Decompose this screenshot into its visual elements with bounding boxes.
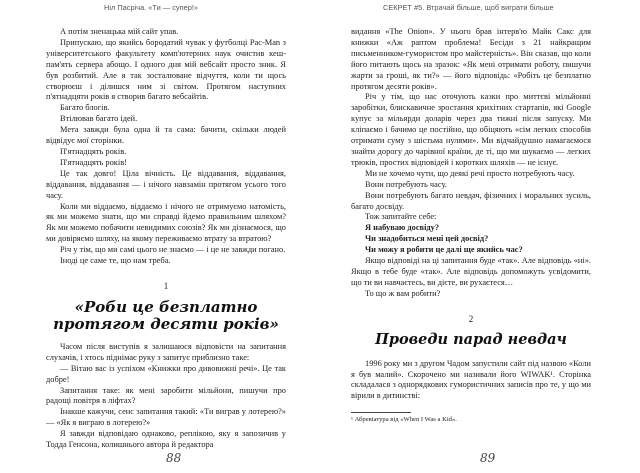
- paragraph: П'ятнадцять років!: [60, 157, 127, 167]
- paragraph: Вони потребують багато невдач, фізичних і моральних зусиль, багато досвіду.: [351, 190, 591, 211]
- paragraph: Це так довго! Ціла вічність. Це віддавання, віддавання, віддавання, віддавання — і нічого навзамін протягом усього того часу.: [46, 168, 286, 200]
- paragraph: Припускаю, що якийсь бородатий чувак у футболці Pac-Man з університетського факультету комп'ютерних наук очистив кеш-пам'ять сервера абощо. І одного дня мій вебсайт просто зник. Я був розбитий. Але я так зосталюване відчуття, коли ти щось створюєш і ділишся ним зі світом. Протягом наступних п'ятнадцяти років я створив багато вебсайтів.: [46, 37, 286, 102]
- section-title-1-line-2: протягом десяти років»: [53, 314, 279, 333]
- paragraph: Іноді це саме те, що нам треба.: [60, 256, 171, 266]
- section-title-1: [46, 299, 286, 333]
- section-number-2: 2: [468, 313, 474, 324]
- paragraph: Річ у тім, що ми самі цього не знаємо — і це не завжди погано.: [60, 245, 286, 255]
- section-number-1: 1: [163, 280, 169, 291]
- section-title-1-line-1: «Роби це безплатно: [74, 297, 258, 316]
- paragraph: 1996 року ми з другом Чадом запустили сайт під назвою «Коли я був малий». Скорочено ми називали його WIWAK¹. Сторінка складалася з однорядкових гумористичних записів про те, у що ми вірили в дитинстві:: [351, 358, 591, 401]
- footnote: ¹ Абревіатура від «When I Was a Kid».: [351, 416, 457, 424]
- paragraph: Річ у тім, що нас оточують казки про миттєві мільйонні заробітки, блискавичне зростання крихітних стартапів, які Google купує за мільярди доларів через два тижні після запуску. Ми кліпаємо і бачимо це постійно, що обіцяють «сім легких способів отримати суму з шістьма нулями». Ми відчайдушно намагаємося знайти дорогу до чарівної країни, де ті, що ми шукаємо — легких трюків, простих відповідей і коротких шляхів — не існує.: [351, 92, 591, 167]
- paragraph: Чи знадобиться мені цей досвід?: [365, 234, 489, 244]
- paragraph: — Вітаю вас із успіхом «Книжки про дивовижні речі». Це так добре!: [46, 363, 286, 384]
- paragraph: Вони потребують часу.: [365, 179, 447, 189]
- page-number-right: 89: [480, 451, 496, 465]
- paragraph: Коли ми віддаємо, віддаємо і нічого не отримуємо натомість, як ми можемо знати, що ми справді йдемо правильним шляхом? Як ми можемо побачити невидимих союзів? Як ми дізнаємося, що ми довіряємо шляху, на якому переживаємо втрату за втратою?: [46, 201, 286, 244]
- page-number-left: 88: [166, 451, 182, 465]
- paragraph: Ми не хочемо чути, що деякі речі просто потребують часу.: [365, 168, 575, 178]
- right-text-block-bottom: [351, 359, 591, 403]
- paragraph: Запитання таке: як мені заробити мільйони, пишучи про радощі повітря в ліфтах?: [46, 385, 286, 406]
- paragraph: Мета завжди була одна й та сама: бачити, скільки людей відвідує мої сторінки.: [46, 125, 286, 146]
- right-page: [320, 0, 640, 473]
- paragraph: Тож запитайте себе:: [365, 212, 437, 222]
- running-header-left: Ніл Пасріча. «Ти — супер!»: [104, 3, 198, 12]
- paragraph: А потім зненацька мій сайт упав.: [60, 27, 179, 36]
- left-page-body: [46, 27, 286, 451]
- running-header-right: СЕКРЕТ #5. Втрачай більше, щоб виграти більше: [383, 3, 554, 12]
- right-text-block-top: [351, 27, 591, 300]
- left-text-block-top: [46, 27, 286, 267]
- paragraph: Якщо відповіді на ці запитання буде «так». Але відповідь «ні». Якщо в тебе буде «так». Але відповідь допоможуть усвідомити, що ти ви навчаєтесь, ви дієте, ви рухаєтеся…: [351, 256, 591, 287]
- paragraph: видання «The Onion». У нього брав інтерв'ю Майк Сакс для книжки «Аж раптом проблема! Бесіди з 21 найкращим письменником-гумористом про майстерність». Він сказав, що коли його питають щось на зразок: «Як мені отримати роботу, пишучи жарти за гроші, як ти?» — його відповідь: «Робіть це безплатно протягом десяти років».: [351, 27, 591, 91]
- paragraph: Часом після виступів я залишаюся відповісти на запитання слухачів, і хтось піднімає руку з запитує приблизно таке:: [46, 341, 286, 362]
- paragraph: Багато блогів.: [60, 103, 110, 113]
- paragraph: Я завжди відповідаю однаково, реплікою, яку я запозичив у Тодда Генсона, колишнього автора й редактора: [46, 429, 286, 450]
- paragraph: То що ж вам робити?: [365, 288, 441, 298]
- paragraph: П'ятнадцять років.: [60, 146, 127, 156]
- paragraph: Втілював багато ідей.: [60, 114, 138, 124]
- paragraph: Інакше кажучи, сенс запитання такий: «Ти виграв у лотерею?» — «Як я виграю в лотерею?»: [46, 407, 286, 428]
- section-title-2: Проведи парад невдач: [375, 330, 567, 348]
- paragraph: Чи можу я робити це далі ще якийсь час?: [365, 245, 523, 255]
- right-page-body: [351, 27, 591, 424]
- footnote-rule: [351, 412, 411, 413]
- left-text-block-bottom: [46, 342, 286, 451]
- paragraph: Я набуваю досвіду?: [365, 223, 440, 233]
